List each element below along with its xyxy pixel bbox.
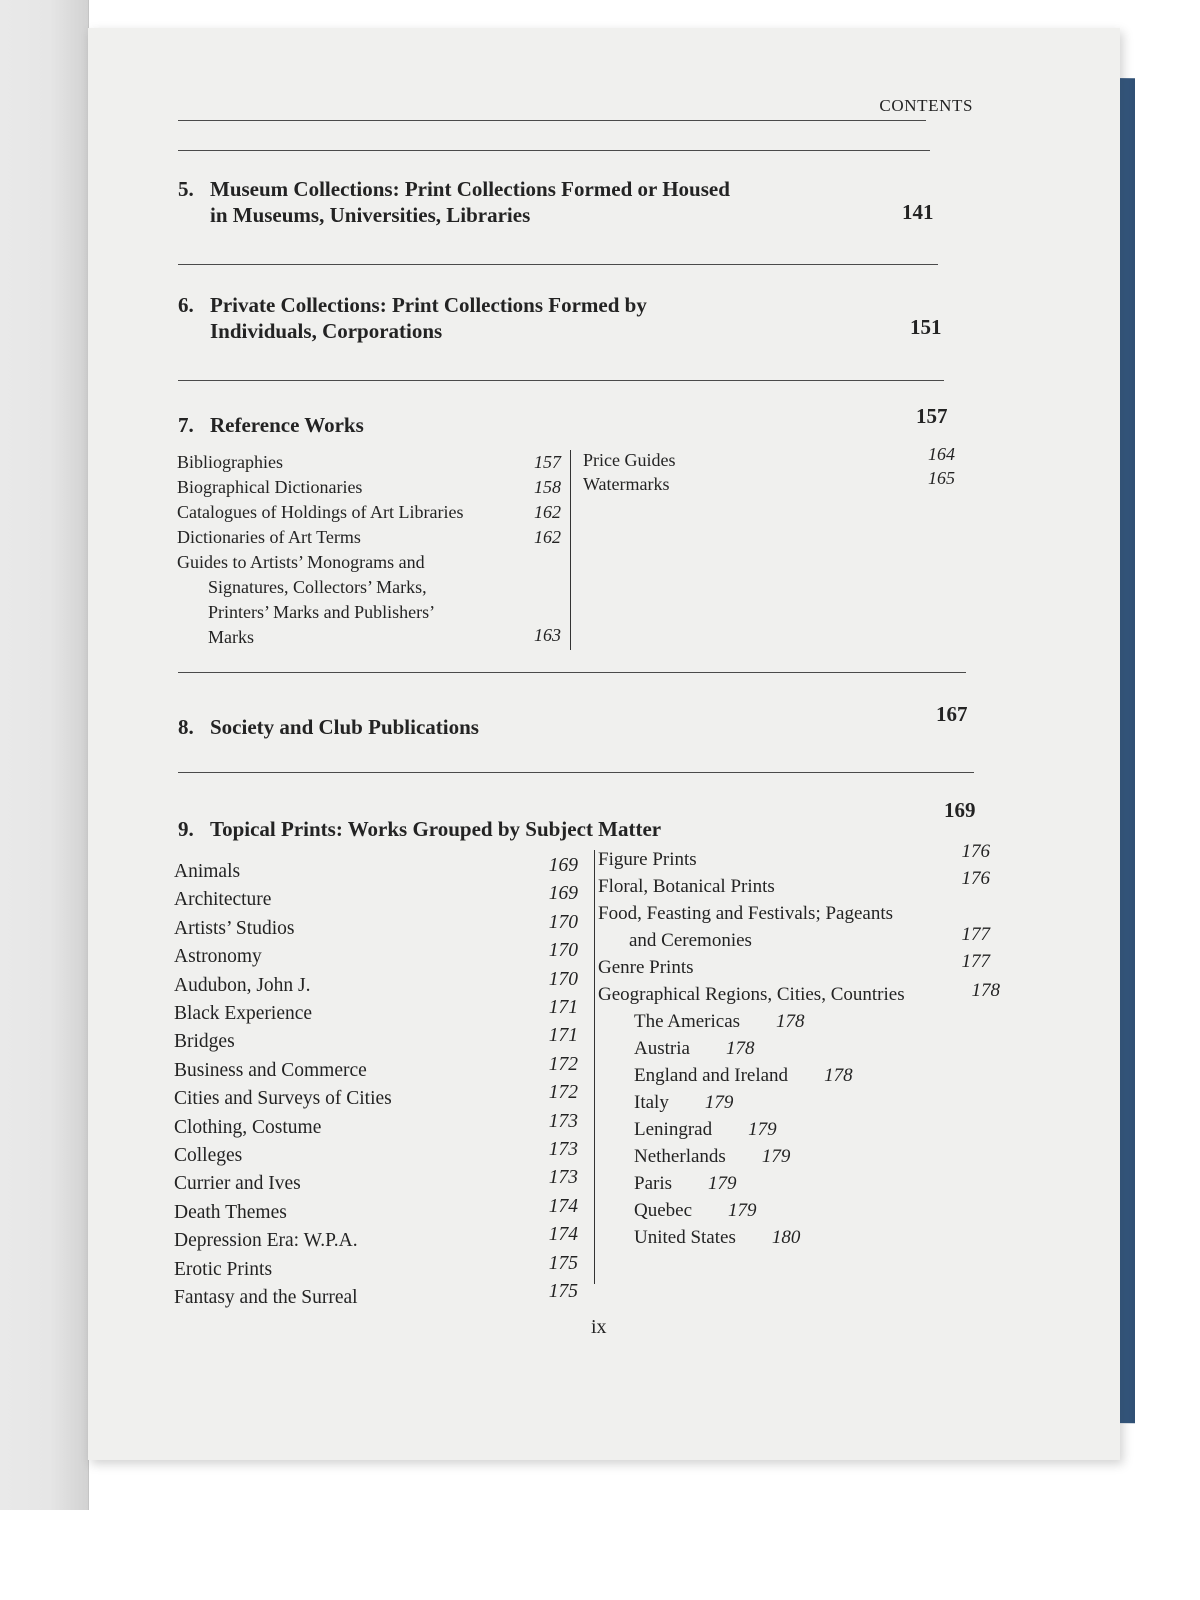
header-rule-1: [178, 120, 926, 121]
toc-entry-page: 165: [928, 468, 955, 488]
toc-entry[interactable]: [174, 1025, 578, 1056]
toc-entry-page: 172: [548, 1053, 578, 1075]
toc-entry[interactable]: [174, 997, 578, 1028]
section-9-column-divider: [594, 850, 595, 1284]
toc-entry[interactable]: [174, 1139, 578, 1170]
section-5-title-line2: in Museums, Universities, Libraries: [210, 203, 531, 227]
toc-entry[interactable]: [174, 968, 578, 1000]
toc-entry-page: 173: [548, 1167, 578, 1189]
toc-subentry-label: Paris: [634, 1173, 672, 1194]
toc-subentry[interactable]: [634, 1224, 990, 1251]
toc-entry-page: 176: [961, 868, 990, 889]
toc-subentry[interactable]: [634, 1170, 990, 1197]
toc-entry-page: 176: [961, 841, 990, 862]
toc-entry-label: Geographical Regions, Cities, Countries: [598, 984, 905, 1005]
toc-subentry-page: 179: [704, 1092, 734, 1113]
toc-subentry-page: 178: [824, 1065, 853, 1086]
toc-entry-label: Guides to Artists’ Monograms and: [177, 552, 425, 572]
toc-entry-page: 170: [548, 940, 578, 962]
toc-subentry[interactable]: [634, 1116, 990, 1143]
toc-subentry-label: Austria: [634, 1038, 690, 1059]
toc-entry[interactable]: [174, 1082, 578, 1113]
section-6-title-line2: Individuals, Corporations: [210, 319, 443, 343]
section-9-number: 9.: [178, 817, 194, 841]
toc-entry-page: 162: [534, 527, 561, 547]
toc-entry-label: Animals: [174, 861, 241, 882]
toc-subentry-page: 178: [725, 1038, 755, 1059]
toc-entry[interactable]: [174, 1053, 578, 1085]
toc-entry[interactable]: [598, 951, 990, 981]
toc-entry[interactable]: [174, 1167, 578, 1198]
toc-entry[interactable]: [177, 475, 561, 500]
toc-entry-label: Fantasy and the Surreal: [174, 1287, 358, 1309]
section-7-rule: [178, 672, 966, 673]
header-rule-2: [178, 150, 930, 151]
section-5-page: 141: [902, 200, 934, 224]
section-8-number: 8.: [178, 715, 194, 739]
toc-entry-page: 170: [548, 968, 578, 990]
section-8-page: 167: [936, 702, 968, 726]
facing-left-page: [0, 0, 89, 1510]
toc-entry[interactable]: [177, 525, 561, 550]
toc-entry[interactable]: [598, 900, 990, 927]
toc-entry[interactable]: [174, 883, 578, 914]
toc-entry-page: 162: [534, 502, 561, 522]
toc-entry-label: Business and Commerce: [174, 1059, 367, 1081]
toc-subentry[interactable]: [634, 1008, 990, 1035]
toc-entry-label-cont: Signatures, Collectors’ Marks,: [208, 577, 427, 597]
toc-entry[interactable]: [177, 500, 561, 525]
toc-entry-label-cont: and Ceremonies: [629, 930, 752, 951]
toc-subentry-page: 179: [748, 1119, 777, 1140]
section-6-title-line1: Private Collections: Print Collections Formed by: [210, 293, 647, 317]
toc-entry-label: Black Experience: [174, 1003, 313, 1025]
toc-entry-page: 164: [928, 444, 955, 464]
section-6-rule: [178, 380, 944, 381]
toc-entry-continued[interactable]: [598, 924, 990, 954]
section-6-page: 151: [910, 315, 942, 339]
toc-entry-label: Astronomy: [174, 946, 262, 968]
toc-entry-label-cont: Marks: [208, 627, 254, 647]
toc-entry-page: 169: [548, 855, 578, 876]
toc-entry-page: 173: [548, 1139, 578, 1161]
toc-entry-label: Currier and Ives: [174, 1173, 301, 1195]
toc-entry-page: 174: [548, 1195, 578, 1217]
toc-entry[interactable]: [174, 940, 578, 971]
toc-entry[interactable]: [583, 468, 955, 496]
toc-entry-page: 174: [548, 1224, 578, 1246]
section-6-heading[interactable]: [178, 292, 968, 344]
toc-entry-page: 169: [548, 883, 578, 905]
section-7-title: Reference Works: [210, 413, 364, 437]
section-8-rule: [178, 772, 974, 773]
toc-entry-label: Audubon, John J.: [174, 974, 311, 996]
toc-subentry-label: United States: [634, 1227, 736, 1248]
toc-entry-label: Artists’ Studios: [174, 917, 295, 939]
toc-subentry-label: Quebec: [634, 1200, 693, 1221]
toc-entry-label: Watermarks: [583, 474, 670, 494]
toc-entry-page: 158: [534, 477, 561, 497]
toc-subentry[interactable]: [634, 1197, 990, 1224]
toc-entry-page: 170: [548, 911, 578, 933]
toc-entry[interactable]: [174, 1252, 578, 1284]
running-head: CONTENTS: [879, 96, 973, 115]
toc-subentry[interactable]: [634, 1062, 990, 1089]
toc-entry-page: 171: [548, 997, 578, 1019]
toc-entry-label: Price Guides: [583, 450, 676, 470]
toc-subentry-page: 179: [708, 1173, 737, 1194]
section-5-rule: [178, 264, 938, 265]
toc-entry-label: Clothing, Costume: [174, 1116, 322, 1138]
toc-entry-page: 177: [961, 924, 990, 945]
toc-entry-label: Dictionaries of Art Terms: [177, 527, 361, 547]
section-6-number: 6.: [178, 293, 194, 317]
toc-entry[interactable]: [174, 1224, 578, 1255]
toc-subentry[interactable]: [634, 1089, 990, 1116]
toc-entry[interactable]: [174, 1195, 578, 1227]
toc-entry-label: Depression Era: W.P.A.: [174, 1230, 358, 1252]
section-9-right-column: [598, 841, 1000, 1251]
toc-entry-label: Cities and Surveys of Cities: [174, 1088, 392, 1110]
toc-entry-label: Bibliographies: [177, 452, 283, 472]
toc-entry-page: 163: [534, 625, 561, 645]
toc-entry-label: Biographical Dictionaries: [177, 477, 363, 497]
toc-entry-label: Floral, Botanical Prints: [598, 876, 775, 897]
toc-subentry-label: Leningrad: [634, 1119, 713, 1140]
toc-entry-page: 178: [971, 980, 1000, 1001]
toc-subentry[interactable]: [634, 1143, 990, 1170]
toc-entry[interactable]: [598, 980, 1000, 1008]
toc-entry-page: 171: [548, 1025, 578, 1047]
section-5-number: 5.: [178, 177, 194, 201]
section-5-heading[interactable]: [178, 176, 968, 228]
section-9-left-column: [174, 855, 578, 1313]
toc-entry-label: Figure Prints: [598, 849, 697, 870]
toc-entry-page: 172: [548, 1082, 578, 1104]
toc-entry[interactable]: [174, 911, 578, 943]
geographical-subentries: [598, 1008, 990, 1251]
toc-entry[interactable]: [598, 868, 990, 900]
toc-subentry-page: 179: [728, 1200, 757, 1221]
toc-entry[interactable]: [174, 1110, 578, 1142]
section-9-title: Topical Prints: Works Grouped by Subject Matter: [210, 817, 662, 841]
toc-entry[interactable]: [583, 444, 955, 472]
toc-subentry-label: The Americas: [634, 1011, 741, 1032]
toc-entry-label: Erotic Prints: [174, 1258, 273, 1280]
toc-entry-label: Genre Prints: [598, 957, 694, 978]
toc-entry-guides[interactable]: [177, 550, 561, 650]
section-7-page: 157: [916, 404, 948, 428]
section-7-heading[interactable]: [178, 412, 968, 438]
section-5-title-line1: Museum Collections: Print Collections Formed or Housed: [210, 177, 730, 201]
toc-entry-label: Death Themes: [174, 1201, 287, 1223]
toc-subentry-label: England and Ireland: [634, 1065, 789, 1086]
contents-page: [88, 28, 1120, 1460]
toc-entry-page: 175: [548, 1281, 578, 1303]
section-8-title: Society and Club Publications: [210, 715, 479, 739]
toc-entry[interactable]: [174, 855, 578, 886]
toc-entry-page: 157: [534, 452, 561, 472]
section-7-column-divider: [570, 450, 571, 650]
toc-entry-label: Food, Feasting and Festivals; Pageants: [598, 903, 894, 924]
toc-subentry-page: 180: [771, 1227, 801, 1248]
toc-entry-label: Bridges: [174, 1031, 235, 1053]
toc-entry[interactable]: [174, 1281, 578, 1312]
toc-entry-label: Catalogues of Holdings of Art Libraries: [177, 502, 464, 522]
section-9-heading[interactable]: [178, 816, 818, 842]
toc-subentry-label: Italy: [634, 1092, 669, 1113]
toc-subentry-page: 179: [761, 1146, 791, 1167]
section-9-page: 169: [944, 798, 976, 822]
toc-entry-page: 175: [548, 1252, 578, 1274]
section-7-number: 7.: [178, 413, 194, 437]
toc-entry-page: 173: [548, 1110, 578, 1132]
section-7-right-column: [583, 444, 955, 496]
toc-entry-label-cont: Printers’ Marks and Publishers’: [208, 602, 436, 622]
section-8-heading[interactable]: [178, 714, 968, 740]
page-folio: ix: [591, 1316, 607, 1338]
toc-subentry[interactable]: [634, 1035, 990, 1062]
toc-subentry-page: 178: [776, 1011, 805, 1032]
toc-subentry-label: Netherlands: [634, 1146, 726, 1167]
toc-entry[interactable]: [177, 450, 561, 475]
section-7-left-column: [177, 450, 561, 650]
toc-entry-page: 177: [961, 951, 990, 972]
toc-entry-label: Colleges: [174, 1145, 243, 1167]
toc-entry[interactable]: [598, 841, 990, 873]
toc-entry-label: Architecture: [174, 889, 272, 911]
